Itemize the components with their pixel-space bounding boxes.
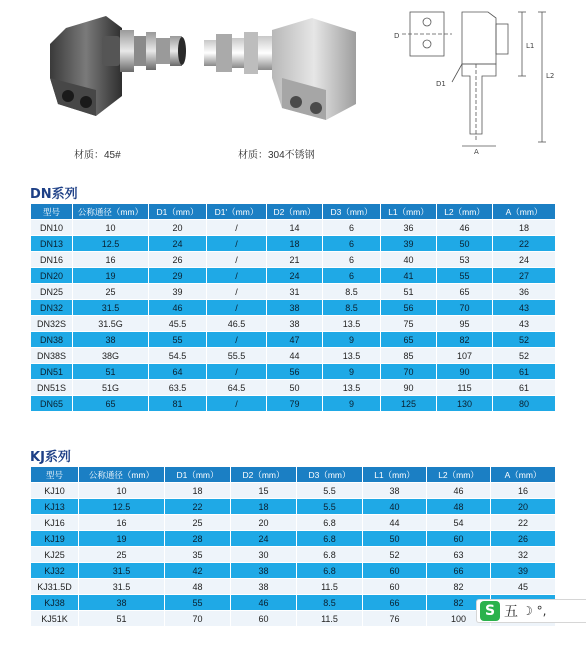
kj-series-title: KJ系列: [30, 450, 71, 465]
table-cell: 36: [381, 220, 437, 236]
table-cell: DN32S: [31, 316, 73, 332]
table-cell: 5.5: [297, 499, 363, 515]
table-cell: /: [207, 284, 267, 300]
table-row: [31, 499, 556, 515]
table-cell: 18: [231, 499, 297, 515]
table-row: [31, 483, 556, 499]
table-cell: DN51: [31, 364, 73, 380]
table-cell: 27: [493, 268, 556, 284]
table-cell: 6: [323, 220, 381, 236]
table-cell: 55.5: [207, 348, 267, 364]
column-header: 型号: [31, 467, 79, 483]
table-cell: 46: [231, 595, 297, 611]
table-cell: /: [207, 300, 267, 316]
ime-punctuation-icon[interactable]: ☽ °,: [522, 604, 547, 618]
column-header: L1（mm）: [381, 204, 437, 220]
table-cell: 52: [363, 547, 427, 563]
table-cell: 38: [231, 563, 297, 579]
column-header: A（mm）: [491, 467, 556, 483]
table-cell: 41: [381, 268, 437, 284]
table-row: [31, 380, 556, 396]
table-row: [31, 563, 556, 579]
table-cell: 44: [267, 348, 323, 364]
table-cell: 81: [149, 396, 207, 412]
table-cell: DN16: [31, 252, 73, 268]
table-cell: 6.8: [297, 531, 363, 547]
table-cell: 60: [363, 563, 427, 579]
table-cell: 55: [149, 332, 207, 348]
table-cell: 6: [323, 268, 381, 284]
table-cell: 22: [491, 515, 556, 531]
table-cell: 65: [381, 332, 437, 348]
table-cell: 52: [493, 348, 556, 364]
table-cell: 30: [231, 547, 297, 563]
product-photo-45-steel: [36, 8, 196, 128]
table-cell: 6.8: [297, 563, 363, 579]
table-cell: 38: [79, 595, 165, 611]
table-cell: 65: [437, 284, 493, 300]
table-cell: 51G: [73, 380, 149, 396]
table-cell: 8.5: [323, 284, 381, 300]
table-cell: 36: [493, 284, 556, 300]
kj-table-header: [31, 467, 556, 483]
table-cell: 25: [79, 547, 165, 563]
table-cell: 50: [267, 380, 323, 396]
table-row: [31, 531, 556, 547]
table-cell: 16: [79, 515, 165, 531]
table-row: [31, 515, 556, 531]
table-cell: 29: [149, 268, 207, 284]
table-cell: 20: [149, 220, 207, 236]
table-cell: 35: [165, 547, 231, 563]
table-cell: 107: [437, 348, 493, 364]
table-cell: 43: [493, 316, 556, 332]
table-cell: /: [207, 332, 267, 348]
table-cell: /: [207, 364, 267, 380]
table-cell: 31.5G: [73, 316, 149, 332]
table-cell: 9: [323, 364, 381, 380]
table-cell: 18: [493, 220, 556, 236]
table-cell: 24: [267, 268, 323, 284]
table-cell: 60: [427, 531, 491, 547]
table-cell: 20: [231, 515, 297, 531]
dn-series-title: DN系列: [30, 187, 78, 202]
table-cell: 24: [493, 252, 556, 268]
table-cell: 25: [73, 284, 149, 300]
table-cell: 25: [165, 515, 231, 531]
table-cell: 38: [231, 579, 297, 595]
dn-table-header: [31, 204, 556, 220]
table-cell: 38: [267, 316, 323, 332]
table-cell: 70: [165, 611, 231, 627]
table-cell: 39: [149, 284, 207, 300]
column-header: 公称通径（mm）: [73, 204, 149, 220]
table-cell: KJ19: [31, 531, 79, 547]
column-header: 公称通径（mm）: [79, 467, 165, 483]
table-row: [31, 316, 556, 332]
table-cell: 28: [165, 531, 231, 547]
table-cell: 51: [381, 284, 437, 300]
table-cell: 115: [437, 380, 493, 396]
table-cell: 43: [493, 300, 556, 316]
table-cell: /: [207, 236, 267, 252]
drawing-label-d: D: [394, 32, 400, 40]
table-cell: 15: [231, 483, 297, 499]
column-header: D3（mm）: [323, 204, 381, 220]
table-cell: 66: [427, 563, 491, 579]
table-cell: 40: [381, 252, 437, 268]
table-cell: 38G: [73, 348, 149, 364]
table-cell: 14: [267, 220, 323, 236]
table-cell: 52: [493, 332, 556, 348]
table-cell: 55: [437, 268, 493, 284]
table-cell: 42: [165, 563, 231, 579]
table-cell: 76: [363, 611, 427, 627]
table-cell: 90: [437, 364, 493, 380]
table-cell: 90: [381, 380, 437, 396]
dn-spec-table: [30, 203, 556, 412]
table-cell: 16: [73, 252, 149, 268]
table-cell: 31.5: [79, 579, 165, 595]
table-cell: 24: [231, 531, 297, 547]
table-cell: 6.8: [297, 515, 363, 531]
table-cell: 80: [493, 396, 556, 412]
table-cell: 46: [149, 300, 207, 316]
table-row: [31, 284, 556, 300]
table-cell: 39: [381, 236, 437, 252]
table-cell: 16: [491, 483, 556, 499]
table-cell: KJ38: [31, 595, 79, 611]
table-cell: 5.5: [297, 483, 363, 499]
table-cell: /: [207, 220, 267, 236]
table-cell: 31.5: [79, 563, 165, 579]
table-cell: 65: [73, 396, 149, 412]
table-row: [31, 547, 556, 563]
column-header: D2（mm）: [267, 204, 323, 220]
table-cell: 61: [493, 380, 556, 396]
material-caption-304: 材质：304不锈钢: [238, 150, 315, 161]
table-cell: 95: [437, 316, 493, 332]
table-cell: 79: [267, 396, 323, 412]
table-cell: 20: [491, 499, 556, 515]
column-header: D1（mm）: [165, 467, 231, 483]
table-cell: 125: [381, 396, 437, 412]
column-header: L2（mm）: [437, 204, 493, 220]
table-cell: DN38S: [31, 348, 73, 364]
column-header: D2（mm）: [231, 467, 297, 483]
drawing-label-l2: L2: [546, 72, 555, 80]
table-cell: 64.5: [207, 380, 267, 396]
table-cell: 38: [267, 300, 323, 316]
table-cell: 39: [491, 563, 556, 579]
table-cell: 9: [323, 396, 381, 412]
table-cell: 48: [165, 579, 231, 595]
table-cell: 60: [363, 579, 427, 595]
table-cell: 32: [491, 547, 556, 563]
table-cell: 70: [437, 300, 493, 316]
table-cell: 6: [323, 252, 381, 268]
table-row: [31, 348, 556, 364]
dn-table-body: [31, 220, 556, 412]
table-row: [31, 579, 556, 595]
table-cell: DN32: [31, 300, 73, 316]
table-cell: 21: [267, 252, 323, 268]
table-cell: 46.5: [207, 316, 267, 332]
table-cell: 54.5: [149, 348, 207, 364]
table-cell: 19: [79, 531, 165, 547]
table-cell: DN13: [31, 236, 73, 252]
table-cell: 64: [149, 364, 207, 380]
table-cell: 82: [437, 332, 493, 348]
table-cell: 130: [437, 396, 493, 412]
table-cell: 11.5: [297, 579, 363, 595]
table-cell: 66: [363, 595, 427, 611]
table-cell: 26: [491, 531, 556, 547]
table-row: [31, 332, 556, 348]
table-cell: 54: [427, 515, 491, 531]
table-cell: 24: [149, 236, 207, 252]
drawing-label-d1: D1: [436, 80, 446, 88]
table-cell: 19: [73, 268, 149, 284]
drawing-label-a: A: [474, 148, 479, 154]
table-cell: 6.8: [297, 547, 363, 563]
table-cell: 56: [381, 300, 437, 316]
table-cell: 38: [73, 332, 149, 348]
table-cell: 18: [267, 236, 323, 252]
table-cell: 75: [381, 316, 437, 332]
table-cell: 60: [231, 611, 297, 627]
table-cell: 55: [165, 595, 231, 611]
column-header: A（mm）: [493, 204, 556, 220]
product-photo-304-stainless: [196, 8, 386, 128]
table-cell: 61: [493, 364, 556, 380]
table-cell: 48: [427, 499, 491, 515]
table-cell: DN65: [31, 396, 73, 412]
table-cell: /: [207, 268, 267, 284]
table-cell: 50: [363, 531, 427, 547]
table-cell: 63.5: [149, 380, 207, 396]
table-cell: 47: [267, 332, 323, 348]
table-cell: 82: [427, 595, 491, 611]
table-cell: 40: [363, 499, 427, 515]
table-cell: 13.5: [323, 380, 381, 396]
table-cell: 44: [363, 515, 427, 531]
technical-drawing: [392, 4, 582, 154]
table-cell: 13.5: [323, 316, 381, 332]
table-cell: 13.5: [323, 348, 381, 364]
table-cell: 46: [437, 220, 493, 236]
table-cell: 53: [437, 252, 493, 268]
table-cell: DN10: [31, 220, 73, 236]
table-cell: 6: [323, 236, 381, 252]
table-row: [31, 364, 556, 380]
table-cell: KJ13: [31, 499, 79, 515]
table-cell: /: [207, 396, 267, 412]
table-cell: 9: [323, 332, 381, 348]
table-cell: 45.5: [149, 316, 207, 332]
table-cell: 45: [491, 579, 556, 595]
table-cell: 12.5: [73, 236, 149, 252]
table-row: [31, 236, 556, 252]
table-cell: 8.5: [323, 300, 381, 316]
column-header: D1（mm）: [149, 204, 207, 220]
column-header: 型号: [31, 204, 73, 220]
table-cell: DN25: [31, 284, 73, 300]
table-cell: /: [207, 252, 267, 268]
table-row: [31, 268, 556, 284]
table-row: [31, 252, 556, 268]
table-cell: 22: [493, 236, 556, 252]
table-cell: DN20: [31, 268, 73, 284]
table-cell: KJ10: [31, 483, 79, 499]
table-cell: 51: [79, 611, 165, 627]
drawing-label-l1: L1: [526, 42, 535, 50]
table-cell: KJ51K: [31, 611, 79, 627]
table-cell: 51: [73, 364, 149, 380]
column-header: D1'（mm）: [207, 204, 267, 220]
table-cell: 56: [267, 364, 323, 380]
table-cell: 10: [73, 220, 149, 236]
table-cell: 26: [149, 252, 207, 268]
table-cell: KJ25: [31, 547, 79, 563]
table-cell: DN51S: [31, 380, 73, 396]
table-cell: 100: [427, 611, 491, 627]
table-cell: 10: [79, 483, 165, 499]
table-cell: 50: [437, 236, 493, 252]
table-cell: 46: [427, 483, 491, 499]
table-cell: KJ31.5D: [31, 579, 79, 595]
table-cell: DN38: [31, 332, 73, 348]
material-caption-45: 材质：45#: [74, 150, 121, 161]
ime-mode-label[interactable]: 五: [504, 604, 518, 620]
column-header: L1（mm）: [363, 467, 427, 483]
table-cell: 85: [381, 348, 437, 364]
input-method-toolbar[interactable]: [476, 599, 586, 623]
table-cell: 18: [165, 483, 231, 499]
table-cell: 38: [363, 483, 427, 499]
table-row: [31, 396, 556, 412]
table-cell: 8.5: [297, 595, 363, 611]
table-cell: KJ32: [31, 563, 79, 579]
table-cell: 31.5: [73, 300, 149, 316]
table-cell: KJ16: [31, 515, 79, 531]
table-cell: 11.5: [297, 611, 363, 627]
table-row: [31, 220, 556, 236]
table-row: [31, 300, 556, 316]
table-cell: 12.5: [79, 499, 165, 515]
table-cell: 82: [427, 579, 491, 595]
column-header: L2（mm）: [427, 467, 491, 483]
table-cell: 22: [165, 499, 231, 515]
table-cell: 31: [267, 284, 323, 300]
table-cell: 63: [427, 547, 491, 563]
table-cell: 70: [381, 364, 437, 380]
sogou-logo-icon[interactable]: S: [480, 601, 500, 621]
column-header: D3（mm）: [297, 467, 363, 483]
